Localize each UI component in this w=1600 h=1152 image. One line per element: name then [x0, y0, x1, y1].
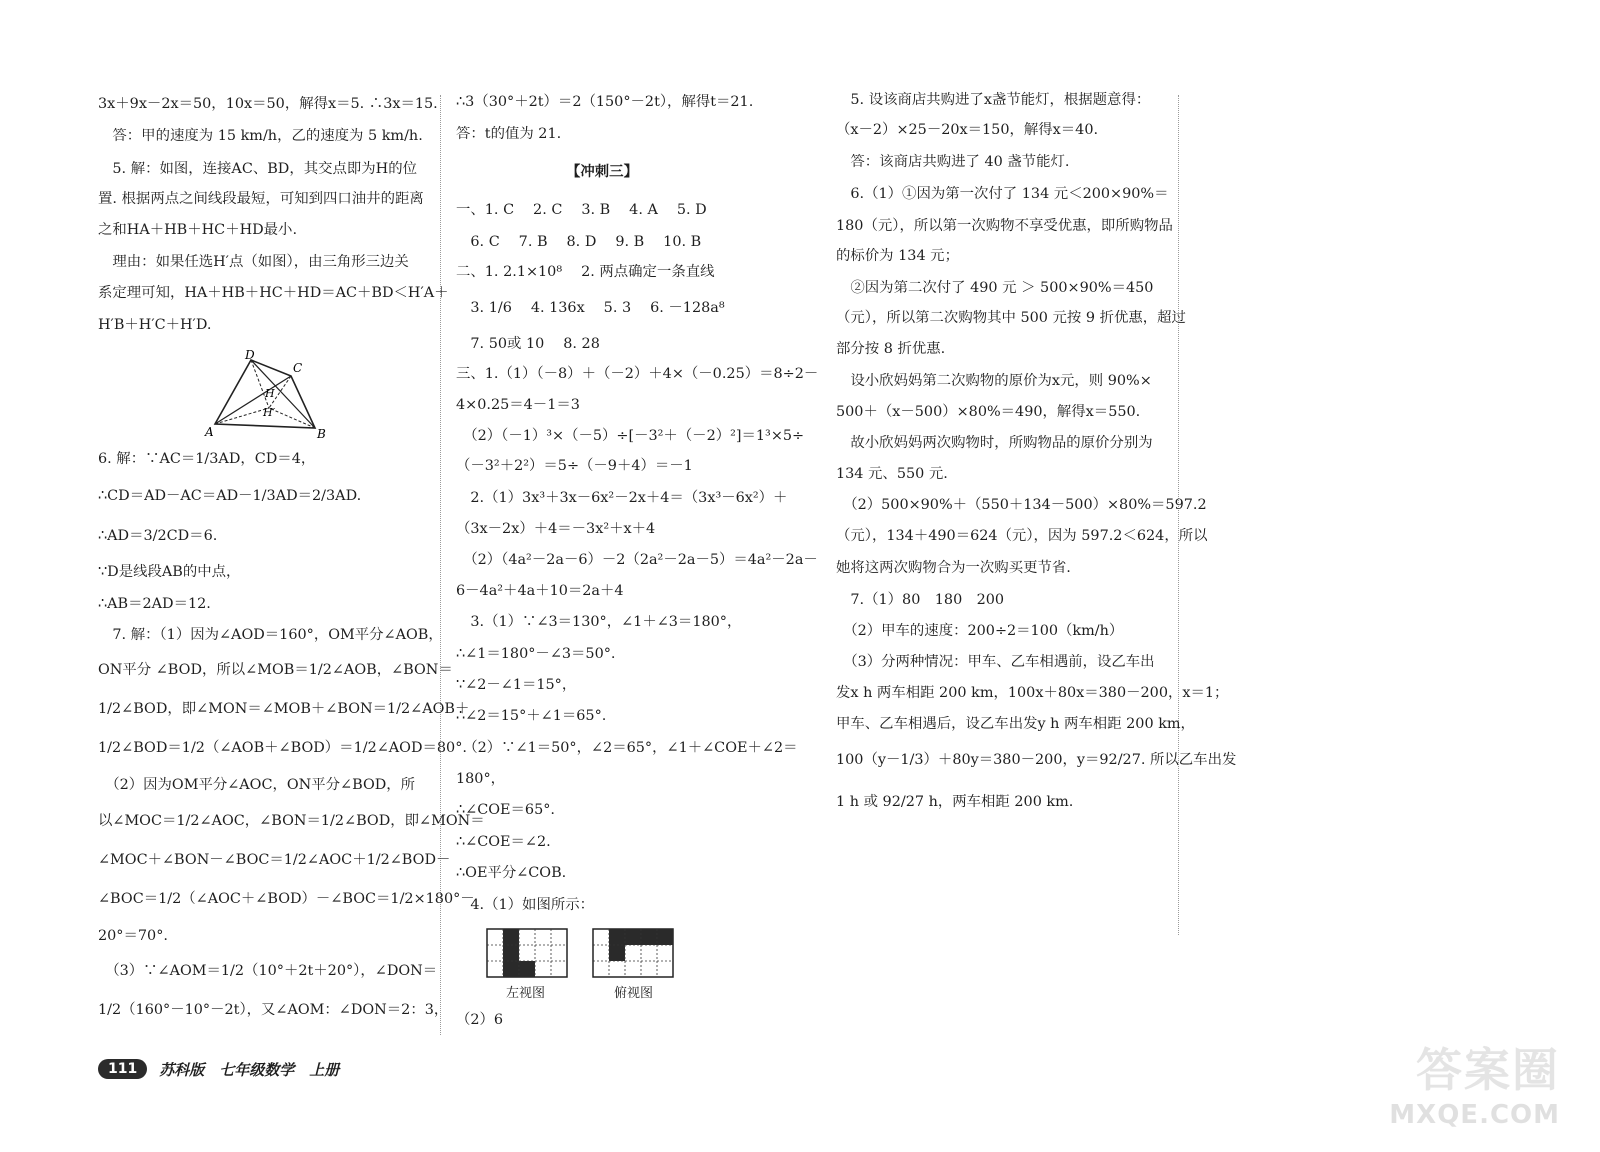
watermark-site: MXQE.COM — [1389, 1100, 1560, 1130]
text-line: 1/2∠BOD，即∠MON＝∠MOB＋∠BON＝1/2∠AOB＋ — [98, 701, 470, 717]
text-line: ON平分 ∠BOD，所以∠MOB＝1/2∠AOB，∠BON＝ — [98, 662, 453, 678]
text-line: 5. 解：如图，连接AC、BD，其交点即为H的位 — [98, 161, 418, 177]
page-number: 111 — [98, 1059, 147, 1079]
text-line: 答：t的值为 21. — [456, 126, 562, 142]
quadrilateral-figure — [203, 350, 333, 440]
text-line: 二、1. 2.1×10⁸ 2. 两点确定一条直线 — [456, 264, 715, 280]
text-line: 1/2（160°－10°－2t），又∠AOM：∠DON＝2：3， — [98, 1002, 449, 1018]
text-line: 20°＝70°. — [98, 928, 168, 944]
text-line: ②因为第二次付了 490 元 ＞ 500×90%＝450 — [836, 280, 1154, 296]
text-line: ∴∠COE＝∠2. — [456, 834, 551, 850]
text-line: （2）甲车的速度：200÷2＝100（km/h） — [836, 623, 1124, 639]
text-line: （2）6 — [456, 1012, 504, 1028]
text-line: 发x h 两车相距 200 km，100x＋80x＝380－200，x＝1； — [836, 685, 1229, 701]
book-title: 苏科版 七年级数学 上册 — [159, 1060, 340, 1079]
watermark — [1380, 1040, 1570, 1130]
text-line: 180°， — [456, 771, 506, 787]
figure-label-c: C — [293, 361, 303, 375]
text-line: 一、1. C 2. C 3. B 4. A 5. D — [456, 202, 707, 218]
text-line: 甲车、乙车相遇后，设乙车出发y h 两车相距 200 km， — [836, 716, 1195, 732]
left-view-grid — [486, 928, 568, 978]
text-line: （元），134＋490＝624（元），因为 597.2＜624，所以 — [836, 528, 1208, 544]
text-line: 系定理可知，HA＋HB＋HC＋HD＝AC＋BD＜H′A＋ — [98, 285, 449, 301]
text-line: 1/2∠BOD＝1/2（∠AOB＋∠BOD）＝1/2∠AOD＝80°. — [98, 740, 467, 756]
top-view-caption: 俯视图 — [614, 986, 654, 1001]
text-line: （2）因为OM平分∠AOC，ON平分∠BOD，所 — [98, 777, 416, 793]
text-line: 以∠MOC＝1/2∠AOC，∠BON＝1/2∠BOD，即∠MON＝ — [98, 813, 485, 829]
text-line: 2.（1）3x³＋3x－6x²－2x＋4＝（3x³－6x²）＋ — [456, 490, 788, 506]
text-line: 500＋（x－500）×80%＝490，解得x＝550. — [836, 404, 1141, 420]
text-line: 故小欣妈妈两次购物时，所购物品的原价分别为 — [836, 435, 1153, 451]
text-line: （3x－2x）＋4＝－3x²＋x＋4 — [456, 521, 656, 537]
text-line: 6. C 7. B 8. D 9. B 10. B — [456, 234, 702, 250]
text-line: 的标价为 134 元； — [836, 248, 959, 264]
text-line: H′B＋H′C＋H′D. — [98, 317, 212, 333]
text-line: 3.（1）∵∠3＝130°，∠1＋∠3＝180°， — [456, 614, 742, 630]
text-line: （－3²＋2²）＝5÷（－9＋4）＝－1 — [456, 458, 693, 474]
text-line: ∴∠COE＝65°. — [456, 802, 555, 818]
text-line: ∵D是线段AB的中点， — [98, 564, 241, 580]
page-footer — [98, 1058, 339, 1080]
text-line: （元），所以第二次购物其中 500 元按 9 折优惠，超过 — [836, 310, 1186, 326]
text-line: 5. 设该商店共购进了x盏节能灯，根据题意得： — [836, 92, 1151, 108]
text-line: （3）分两种情况：甲车、乙车相遇前，设乙车出 — [836, 654, 1155, 670]
text-line: ∴3（30°＋2t）＝2（150°－2t），解得t＝21. — [456, 94, 754, 110]
watermark-logo: 答案圈 — [1416, 1043, 1560, 1097]
text-line: 7. 解：（1）因为∠AOD＝160°，OM平分∠AOB， — [98, 627, 443, 643]
text-line: 答：该商店共购进了 40 盏节能灯. — [836, 154, 1070, 170]
figure-label-b: B — [317, 427, 326, 440]
text-line: 理由：如果任选H′点（如图），由三角形三边关 — [98, 254, 409, 270]
text-line: ∴CD＝AD－AC＝AD－1/3AD＝2/3AD. — [98, 488, 362, 504]
text-line: ∵∠2－∠1＝15°， — [456, 677, 577, 693]
figure-label-a: A — [205, 425, 214, 439]
text-line: 三、1.（1）（－8）＋（－2）＋4×（－0.25）＝8÷2－ — [456, 366, 819, 382]
figure-label-d: D — [245, 350, 255, 362]
text-line: 3. 1/6 4. 136x 5. 3 6. －128a⁸ — [456, 300, 725, 316]
column-divider-right — [1178, 95, 1179, 935]
text-line: （2）（4a²－2a－6）－2（2a²－2a－5）＝4a²－2a－ — [456, 552, 818, 568]
text-line: （x－2）×25－20x＝150，解得x＝40. — [836, 122, 1099, 138]
figure-label-h-prime: H′ — [263, 406, 276, 419]
text-line: 7. 50或 10 8. 28 — [456, 336, 600, 352]
text-line: ∠MOC＋∠BON－∠BOC＝1/2∠AOC＋1/2∠BOD－ — [98, 852, 451, 868]
top-view-grid — [592, 928, 674, 978]
text-line: 她将这两次购物合为一次购买更节省. — [836, 560, 1071, 576]
text-line: 4.（1）如图所示： — [456, 897, 595, 913]
text-line: （2）（－1）³×（－5）÷[－3²＋（－2）²]＝1³×5÷ — [456, 428, 805, 444]
text-line: （2）∵∠1＝50°，∠2＝65°，∠1＋∠COE＋∠2＝ — [456, 740, 798, 756]
section-heading: 【冲刺三】 — [566, 163, 638, 180]
text-line: （3）∵∠AOM＝1/2（10°＋2t＋20°），∠DON＝ — [98, 963, 438, 979]
text-line: 6－4a²＋4a＋10＝2a＋4 — [456, 583, 624, 599]
text-line: 4×0.25＝4－1＝3 — [456, 397, 580, 413]
text-line: 100（y－1/3）＋80y＝380－200，y＝92/27. 所以乙车出发 — [836, 752, 1237, 768]
text-line: 部分按 8 折优惠. — [836, 341, 946, 357]
text-line: 6. 解：∵AC＝1/3AD，CD＝4， — [98, 451, 316, 467]
text-line: 1 h 或 92/27 h，两车相距 200 km. — [836, 794, 1074, 810]
text-line: ∴OE平分∠COB. — [456, 865, 567, 881]
text-line: ∴∠2＝15°＋∠1＝65°. — [456, 708, 607, 724]
text-line: 6.（1）①因为第一次付了 134 元＜200×90%＝ — [836, 186, 1169, 202]
text-line: （2）500×90%＋（550＋134－500）×80%＝597.2 — [836, 497, 1207, 513]
text-line: ∴AD＝3/2CD＝6. — [98, 528, 218, 544]
text-line: ∴∠1＝180°－∠3＝50°. — [456, 646, 616, 662]
text-line: 设小欣妈妈第二次购物的原价为x元，则 90%× — [836, 373, 1152, 389]
text-line: 置. 根据两点之间线段最短，可知到四口油井的距离 — [98, 191, 424, 207]
figure-label-h: H — [265, 387, 275, 400]
left-view-caption: 左视图 — [506, 986, 546, 1001]
text-line: 3x＋9x－2x＝50，10x＝50，解得x＝5. ∴3x＝15. — [98, 96, 438, 112]
text-line: 180（元），所以第一次购物不享受优惠，即所购物品 — [836, 218, 1173, 234]
text-line: ∴AB＝2AD＝12. — [98, 596, 211, 612]
text-line: 134 元、550 元. — [836, 466, 948, 482]
text-line: 7.（1）80 180 200 — [836, 592, 1005, 608]
text-line: 答：甲的速度为 15 km/h，乙的速度为 5 km/h. — [98, 128, 423, 144]
text-line: ∠BOC＝1/2（∠AOC＋∠BOD）－∠BOC＝1/2×180°－ — [98, 891, 475, 907]
text-line: 之和HA＋HB＋HC＋HD最小. — [98, 222, 298, 238]
